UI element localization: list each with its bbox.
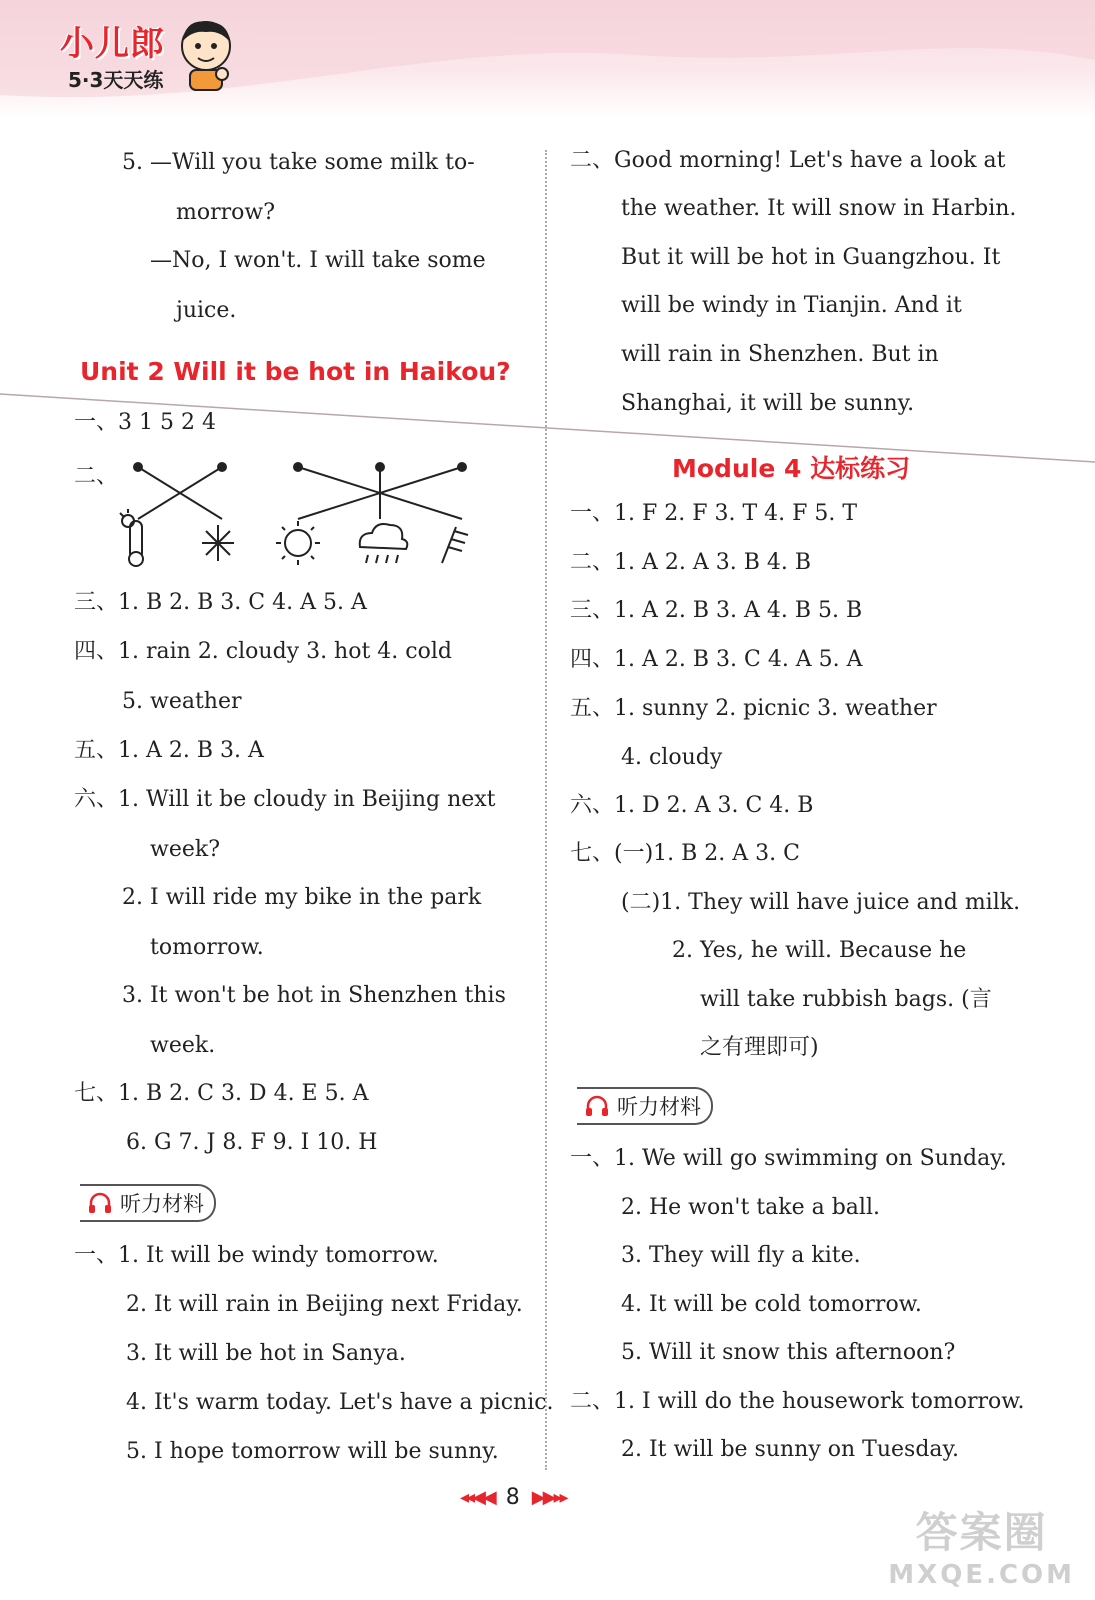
right-p-line4: will be windy in Tianjin. And it bbox=[621, 293, 962, 318]
left-q5-line1: 5. —Will you take some milk to- bbox=[122, 150, 475, 175]
listening-label-left: 听力材料 bbox=[120, 1192, 204, 1216]
right-m7-line1: 七、(一)1. B 2. A 3. C bbox=[570, 841, 800, 866]
unit-title: Unit 2 Will it be hot in Haikou? bbox=[80, 357, 511, 386]
left-l1-5: 5. I hope tomorrow will be sunny. bbox=[126, 1439, 499, 1464]
module-title: Module 4 达标练习 bbox=[672, 454, 911, 483]
right-m7-line4: will take rubbish bags. (言 bbox=[700, 987, 992, 1012]
headphones-icon bbox=[88, 1192, 112, 1214]
left-s6-2a: 2. I will ride my bike in the park bbox=[122, 885, 482, 910]
left-s6-1b: week? bbox=[150, 837, 220, 862]
listening-badge-right bbox=[577, 1087, 713, 1125]
weather-matching-diagram bbox=[60, 455, 500, 575]
brand-logo: 小儿郎 bbox=[60, 24, 165, 64]
left-s3: 三、1. B 2. B 3. C 4. A 5. A bbox=[74, 590, 367, 615]
left-s7-line1: 七、1. B 2. C 3. D 4. E 5. A bbox=[74, 1081, 369, 1106]
left-l1-4: 4. It's warm today. Let's have a picnic. bbox=[126, 1390, 554, 1415]
right-m7-line5: 之有理即可) bbox=[700, 1035, 819, 1060]
left-q5-line2: morrow? bbox=[176, 200, 276, 225]
watermark bbox=[888, 1500, 1075, 1590]
right-p-line6: Shanghai, it will be sunny. bbox=[621, 391, 915, 416]
left-s6-3b: week. bbox=[150, 1033, 216, 1058]
right-p-line2: the weather. It will snow in Harbin. bbox=[621, 196, 1017, 221]
right-m6: 六、1. D 2. A 3. C 4. B bbox=[570, 793, 814, 818]
page-number: 8 bbox=[505, 1485, 520, 1510]
right-r2-1: 二、1. I will do the housework tomorrow. bbox=[570, 1389, 1025, 1414]
left-l1-2: 2. It will rain in Beijing next Friday. bbox=[126, 1292, 523, 1317]
right-p-line3: But it will be hot in Guangzhou. It bbox=[621, 245, 1001, 270]
right-r1-2: 2. He won't take a ball. bbox=[621, 1195, 880, 1220]
right-p-line1: 二、Good morning! Let's have a look at bbox=[570, 148, 1006, 173]
right-m5-line1: 五、1. sunny 2. picnic 3. weather bbox=[570, 696, 937, 721]
page-footer bbox=[460, 1485, 566, 1510]
wind-icon bbox=[442, 527, 468, 563]
left-l1-3: 3. It will be hot in Sanya. bbox=[126, 1341, 406, 1366]
listening-badge-left bbox=[80, 1184, 216, 1222]
mascot-icon bbox=[176, 16, 236, 92]
column-divider bbox=[545, 150, 547, 1470]
brand-subtitle: 5·3天天练 bbox=[68, 68, 164, 92]
right-m7-line2: (二)1. They will have juice and milk. bbox=[621, 890, 1021, 915]
right-m5-line2: 4. cloudy bbox=[621, 745, 723, 770]
rain-icon bbox=[360, 524, 408, 563]
left-s7-line2: 6. G 7. J 8. F 9. I 10. H bbox=[126, 1130, 378, 1155]
left-s4-line1: 四、1. rain 2. cloudy 3. hot 4. cold bbox=[74, 639, 452, 664]
left-q5-line4: juice. bbox=[176, 298, 237, 323]
listening-label-right: 听力材料 bbox=[617, 1095, 701, 1119]
left-s6-2b: tomorrow. bbox=[150, 935, 264, 960]
watermark-line2: MXQE.COM bbox=[888, 1560, 1075, 1590]
left-s6-1a: 六、1. Will it be cloudy in Beijing next bbox=[74, 787, 496, 812]
snow-icon bbox=[202, 525, 234, 561]
left-s1: 一、3 1 5 2 4 bbox=[74, 410, 216, 435]
right-m1: 一、1. F 2. F 3. T 4. F 5. T bbox=[570, 501, 858, 526]
headphones-icon bbox=[585, 1095, 609, 1117]
left-s2-label: 二、 bbox=[74, 464, 119, 489]
next-arrows-icon: ▶▶▸▸ bbox=[531, 1487, 566, 1508]
right-m7-line3: 2. Yes, he will. Because he bbox=[672, 938, 967, 963]
right-p-line5: will rain in Shenzhen. But in bbox=[621, 342, 939, 367]
right-m4: 四、1. A 2. B 3. C 4. A 5. A bbox=[570, 647, 863, 672]
left-q5-line3: —No, I won't. I will take some bbox=[150, 248, 486, 273]
right-m3: 三、1. A 2. B 3. A 4. B 5. B bbox=[570, 598, 863, 623]
prev-arrows-icon: ◂◂◀◀ bbox=[460, 1487, 494, 1508]
right-r1-5: 5. Will it snow this afternoon? bbox=[621, 1340, 956, 1365]
right-r1-4: 4. It will be cold tomorrow. bbox=[621, 1292, 922, 1317]
right-r2-2: 2. It will be sunny on Tuesday. bbox=[621, 1437, 960, 1462]
sun-icon bbox=[276, 521, 320, 565]
left-l1-1: 一、1. It will be windy tomorrow. bbox=[74, 1243, 439, 1268]
left-s6-3a: 3. It won't be hot in Shenzhen this bbox=[122, 983, 506, 1008]
right-m2: 二、1. A 2. A 3. B 4. B bbox=[570, 550, 812, 575]
right-r1-1: 一、1. We will go swimming on Sunday. bbox=[570, 1146, 1007, 1171]
left-s5: 五、1. A 2. B 3. A bbox=[74, 738, 264, 763]
left-s4-line2: 5. weather bbox=[122, 689, 242, 714]
right-r1-3: 3. They will fly a kite. bbox=[621, 1243, 861, 1268]
watermark-line1: 答案圈 bbox=[915, 1508, 1048, 1557]
